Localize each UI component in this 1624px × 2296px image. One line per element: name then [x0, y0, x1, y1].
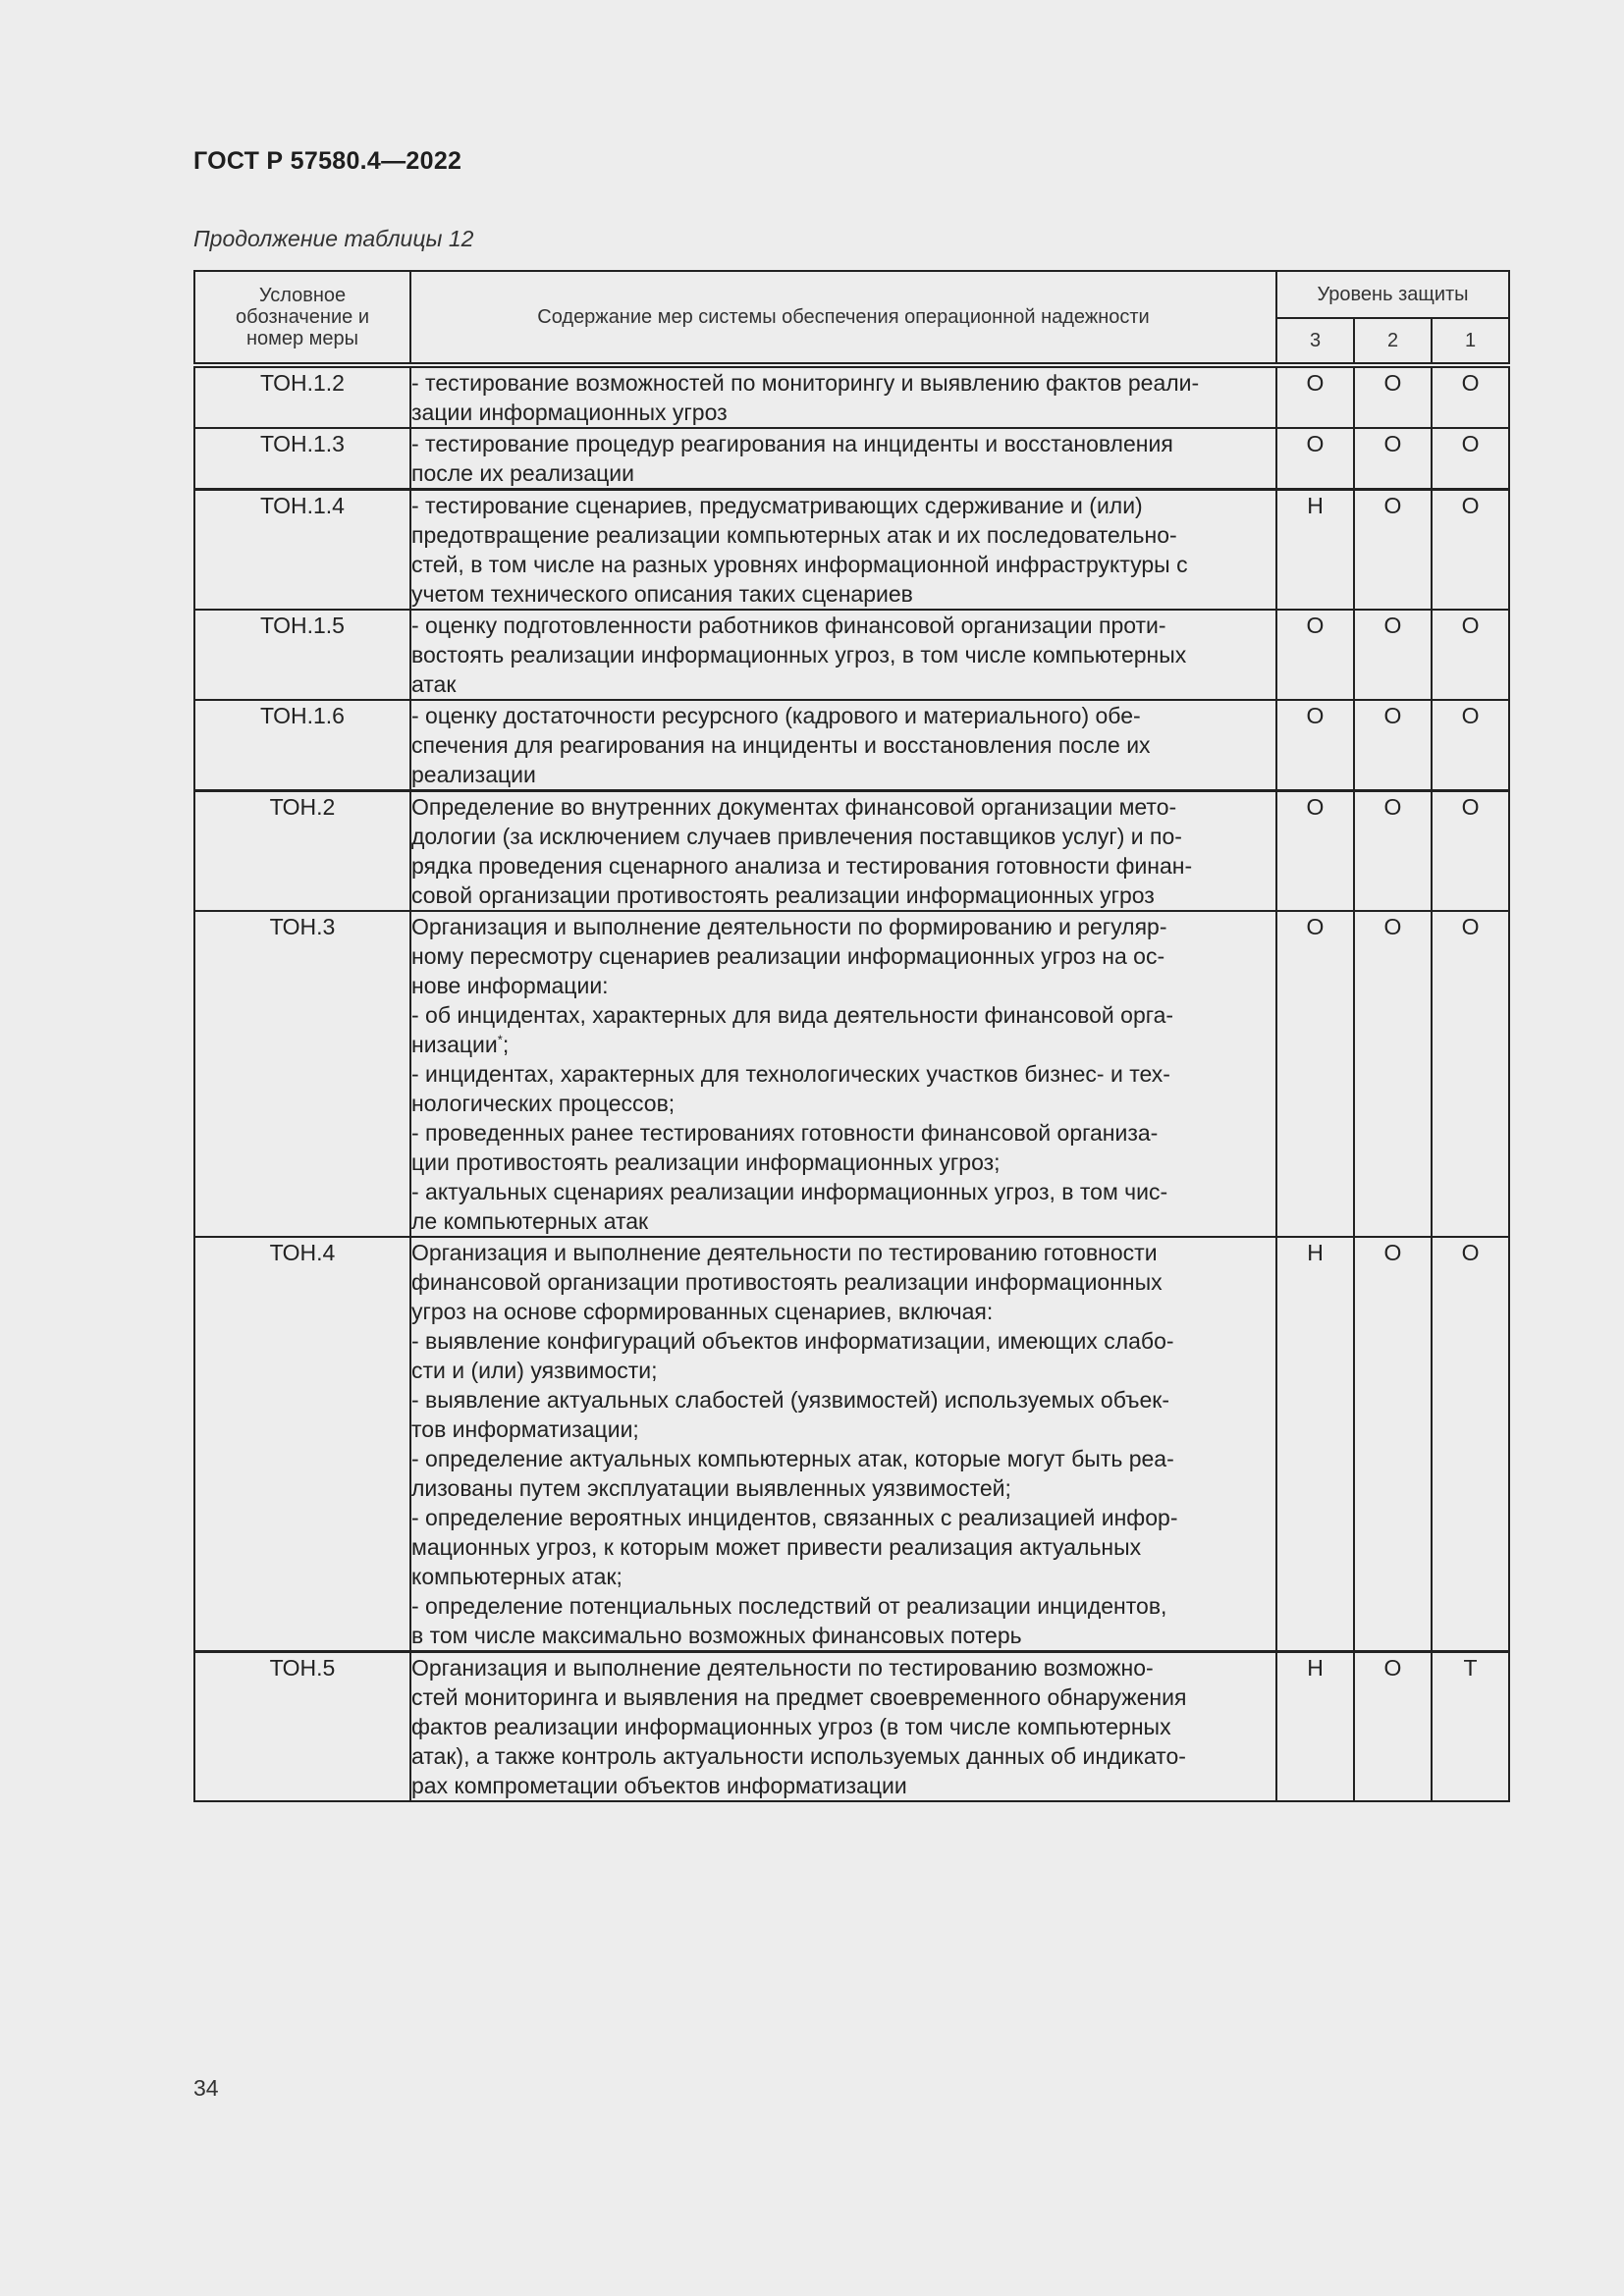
level-1-value: О	[1432, 365, 1509, 428]
level-2-value: О	[1354, 610, 1432, 700]
header-level-2: 2	[1354, 318, 1432, 365]
level-1-value: О	[1432, 791, 1509, 912]
table-row	[194, 911, 1509, 1237]
measure-content	[410, 791, 1276, 912]
content-line: мационных угроз, к которым может привести реализация актуальных	[411, 1534, 1142, 1560]
table-row	[194, 490, 1509, 611]
content-line: компьютерных атак;	[411, 1564, 623, 1589]
level-3-value: О	[1276, 428, 1354, 490]
content-line: - выявление конфигураций объектов информатизации, имеющих слабо-	[411, 1328, 1174, 1354]
content-line: востоять реализации информационных угроз, в том числе компьютерных	[411, 642, 1187, 667]
level-2-value: О	[1354, 428, 1432, 490]
measure-code: ТОН.1.4	[194, 490, 410, 611]
content-line: спечения для реагирования на инциденты и восстановления после их	[411, 732, 1151, 758]
level-2-value: О	[1354, 791, 1432, 912]
content-line: - определение вероятных инцидентов, связанных с реализацией инфор-	[411, 1505, 1178, 1530]
content-line: нове информации:	[411, 973, 609, 998]
measure-content	[410, 610, 1276, 700]
content-line: стей, в том числе на разных уровнях информационной инфраструктуры с	[411, 552, 1188, 577]
footnote-mark: *	[497, 1032, 503, 1047]
content-line: предотвращение реализации компьютерных атак и их последовательно-	[411, 522, 1177, 548]
table-row	[194, 365, 1509, 428]
level-3-value: О	[1276, 365, 1354, 428]
measure-code: ТОН.1.2	[194, 365, 410, 428]
content-line: Организация и выполнение деятельности по тестированию возможно-	[411, 1655, 1154, 1681]
content-line: финансовой организации противостоять реализации информационных	[411, 1269, 1163, 1295]
header-code: Условное обозначение и номер меры	[194, 271, 410, 365]
level-3-value: Н	[1276, 490, 1354, 611]
content-line: - актуальных сценариях реализации информационных угроз, в том чис-	[411, 1179, 1168, 1204]
level-3-value: О	[1276, 791, 1354, 912]
content-line: - определение актуальных компьютерных атак, которые могут быть реа-	[411, 1446, 1174, 1471]
content-line: сти и (или) уязвимости;	[411, 1358, 658, 1383]
content-line: совой организации противостоять реализации информационных угроз	[411, 882, 1155, 908]
table-row	[194, 791, 1509, 912]
level-1-value: О	[1432, 490, 1509, 611]
level-1-value: О	[1432, 428, 1509, 490]
content-line: - оценку подготовленности работников финансовой организации проти-	[411, 613, 1166, 638]
header-level-3: 3	[1276, 318, 1354, 365]
level-3-value: О	[1276, 911, 1354, 1237]
content-line: Организация и выполнение деятельности по тестированию готовности	[411, 1240, 1158, 1265]
measures-table	[193, 270, 1510, 1802]
table-body	[194, 365, 1509, 1801]
level-2-value: О	[1354, 911, 1432, 1237]
level-3-value: Н	[1276, 1652, 1354, 1802]
content-line: - тестирование сценариев, предусматривающих сдерживание и (или)	[411, 493, 1143, 518]
measure-content	[410, 1237, 1276, 1652]
content-line: рах компрометации объектов информатизации	[411, 1773, 907, 1798]
level-1-value: О	[1432, 911, 1509, 1237]
content-line: дологии (за исключением случаев привлечения поставщиков услуг) и по-	[411, 824, 1182, 849]
content-line: фактов реализации информационных угроз (в том числе компьютерных	[411, 1714, 1171, 1739]
level-2-value: О	[1354, 490, 1432, 611]
content-line: рядка проведения сценарного анализа и тестирования готовности финан-	[411, 853, 1193, 879]
measure-content	[410, 1652, 1276, 1802]
content-line: угроз на основе сформированных сценариев, включая:	[411, 1299, 994, 1324]
content-line: нологических процессов;	[411, 1091, 676, 1116]
document-id: ГОСТ Р 57580.4—2022	[193, 147, 462, 175]
content-line: стей мониторинга и выявления на предмет своевременного обнаружения	[411, 1684, 1187, 1710]
measure-content	[410, 911, 1276, 1237]
level-3-value: О	[1276, 610, 1354, 700]
content-line: ции противостоять реализации информационных угроз;	[411, 1149, 1001, 1175]
content-line: - тестирование возможностей по мониторингу и выявлению фактов реали-	[411, 370, 1200, 396]
header-content: Содержание мер системы обеспечения операционной надежности	[410, 271, 1276, 365]
content-line: лизованы путем эксплуатации выявленных уязвимостей;	[411, 1475, 1011, 1501]
measure-code: ТОН.5	[194, 1652, 410, 1802]
content-line: учетом технического описания таких сценариев	[411, 581, 913, 607]
level-2-value: О	[1354, 1652, 1432, 1802]
content-line: ному пересмотру сценариев реализации информационных угроз на ос-	[411, 943, 1165, 969]
measure-code: ТОН.1.3	[194, 428, 410, 490]
table-caption: Продолжение таблицы 12	[193, 226, 474, 251]
content-line: в том числе максимально возможных финансовых потерь	[411, 1623, 1022, 1648]
level-1-value: О	[1432, 700, 1509, 791]
table-row	[194, 700, 1509, 791]
measure-content	[410, 365, 1276, 428]
level-1-value: О	[1432, 1237, 1509, 1652]
content-line: тов информатизации;	[411, 1416, 639, 1442]
header-protection-level: Уровень защиты	[1276, 271, 1509, 318]
page-number: 34	[193, 2075, 219, 2101]
content-line: - проведенных ранее тестированиях готовности финансовой организа-	[411, 1120, 1159, 1146]
content-line: - определение потенциальных последствий от реализации инцидентов,	[411, 1593, 1167, 1619]
table-row	[194, 428, 1509, 490]
level-3-value: Н	[1276, 1237, 1354, 1652]
level-2-value: О	[1354, 700, 1432, 791]
content-line: ле компьютерных атак	[411, 1208, 649, 1234]
table-row	[194, 610, 1509, 700]
measure-content	[410, 700, 1276, 791]
content-line: - инцидентах, характерных для технологических участков бизнес- и тех-	[411, 1061, 1170, 1087]
content-line: Организация и выполнение деятельности по формированию и регуляр-	[411, 914, 1167, 939]
measure-content	[410, 428, 1276, 490]
measure-content	[410, 490, 1276, 611]
level-1-value: О	[1432, 610, 1509, 700]
measure-code: ТОН.2	[194, 791, 410, 912]
content-line: Определение во внутренних документах финансовой организации мето-	[411, 794, 1177, 820]
measure-code: ТОН.1.5	[194, 610, 410, 700]
level-1-value: Т	[1432, 1652, 1509, 1802]
measure-code: ТОН.4	[194, 1237, 410, 1652]
content-line: реализации	[411, 762, 536, 787]
measure-code: ТОН.1.6	[194, 700, 410, 791]
measure-code: ТОН.3	[194, 911, 410, 1237]
content-line: низации*;	[411, 1032, 510, 1057]
content-line: - об инцидентах, характерных для вида деятельности финансовой орга-	[411, 1002, 1174, 1028]
content-line: - тестирование процедур реагирования на инциденты и восстановления	[411, 431, 1173, 456]
level-2-value: О	[1354, 365, 1432, 428]
table-row	[194, 1237, 1509, 1652]
level-2-value: О	[1354, 1237, 1432, 1652]
table-row	[194, 1652, 1509, 1802]
content-line: атак	[411, 671, 457, 697]
level-3-value: О	[1276, 700, 1354, 791]
content-line: атак), а также контроль актуальности используемых данных об индикато-	[411, 1743, 1186, 1769]
content-line: после их реализации	[411, 460, 634, 486]
content-line: - выявление актуальных слабостей (уязвимостей) используемых объек-	[411, 1387, 1170, 1413]
content-line: зации информационных угроз	[411, 400, 728, 425]
content-line: - оценку достаточности ресурсного (кадрового и материального) обе-	[411, 703, 1141, 728]
header-level-1: 1	[1432, 318, 1509, 365]
